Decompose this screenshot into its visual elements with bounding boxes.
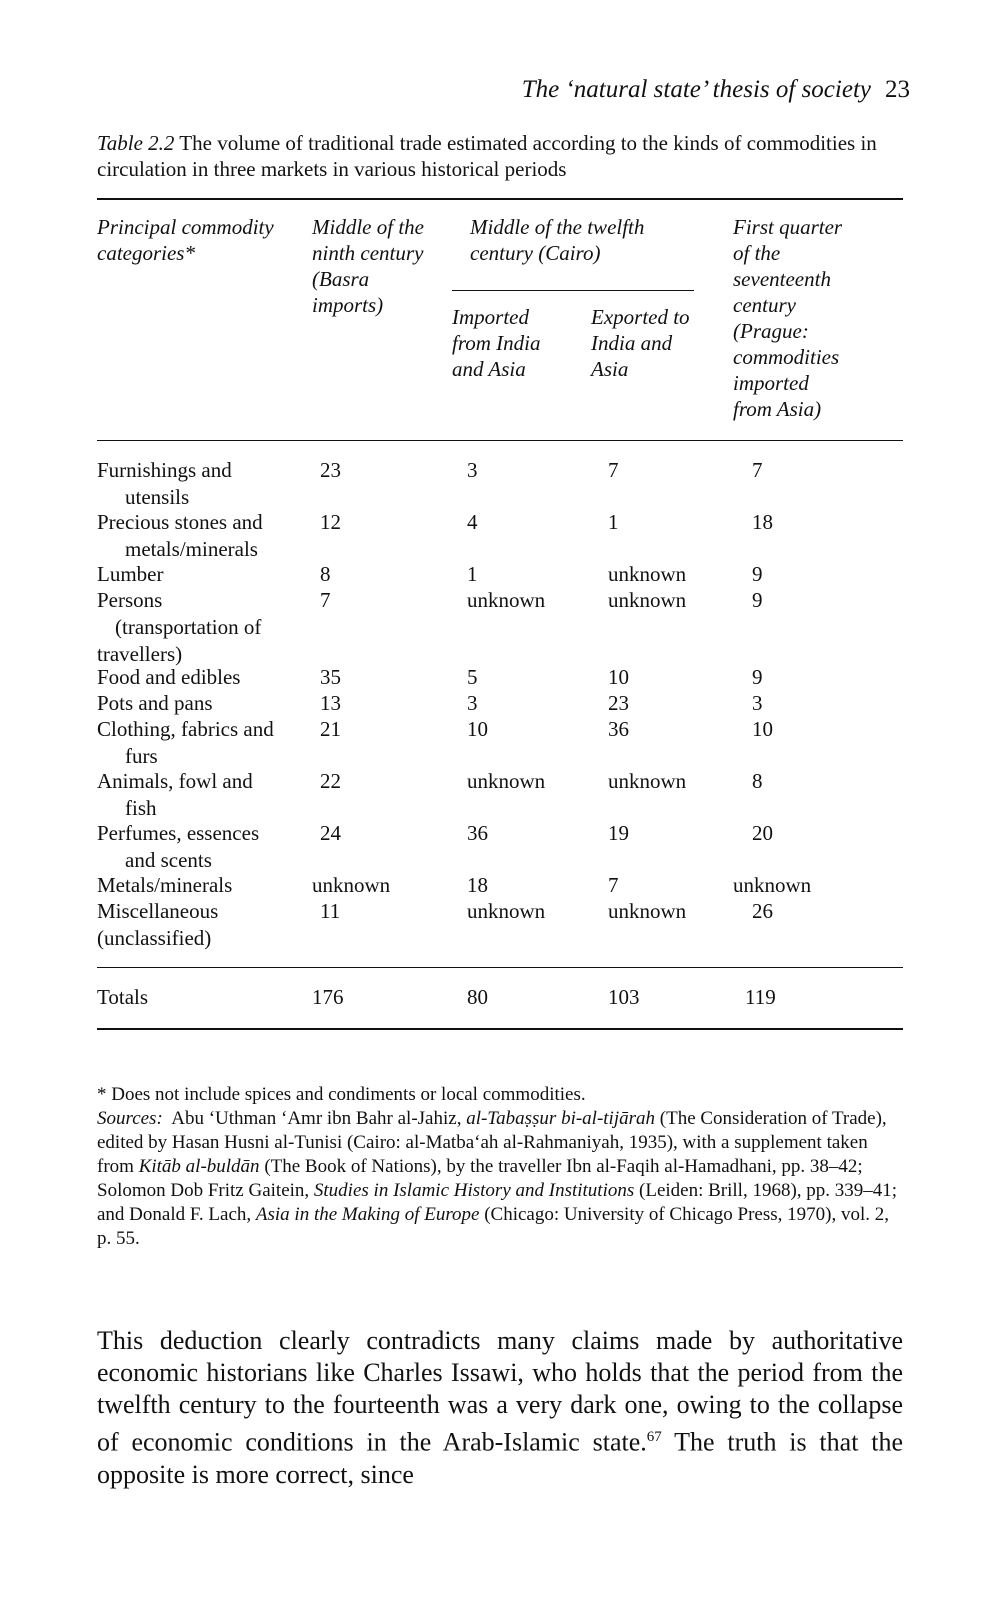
- running-head-title: The ‘natural state’ thesis of society: [521, 76, 871, 103]
- table-header-rule: [97, 440, 903, 441]
- row-category: Pots and pans: [97, 691, 213, 715]
- row-category: Perfumes, essences and scents: [97, 821, 260, 872]
- cell-ninth: 12: [320, 510, 341, 534]
- footnote: * Does not include spices and condiments or local commodities.: [97, 1084, 586, 1105]
- cell-imported: unknown: [467, 588, 546, 612]
- sources-title: Kitāb al-buldān: [138, 1156, 260, 1177]
- table-notes: [97, 1083, 907, 1251]
- cell-imported: unknown: [467, 769, 546, 793]
- cell-imported: 18: [467, 873, 488, 897]
- sources-title: al-Tabaṣṣur bi-al-tijārah: [466, 1108, 656, 1129]
- cell-exported: 7: [608, 873, 619, 897]
- cell-ninth: 23: [320, 458, 341, 482]
- cell-imported: 4: [467, 510, 478, 534]
- cell-exported: 10: [608, 665, 629, 689]
- sources-run: (Leiden: Brill, 1968), pp. 339–41; and Donald F. Lach,: [97, 1180, 898, 1225]
- cell-seventeenth: 9: [752, 588, 763, 612]
- row-category: Animals, fowl and fish: [97, 769, 253, 820]
- row-category: Lumber: [97, 562, 164, 586]
- cell-imported: 36: [467, 821, 488, 845]
- row-category: Clothing, fabrics and furs: [97, 717, 274, 768]
- cell-exported: 23: [608, 691, 629, 715]
- cell-seventeenth: 18: [752, 510, 773, 534]
- cell-seventeenth: 9: [752, 562, 763, 586]
- cell-exported: 36: [608, 717, 629, 741]
- total-exported: 103: [608, 985, 640, 1009]
- table-body-rule: [97, 967, 903, 968]
- cell-exported: 1: [608, 510, 619, 534]
- cell-ninth: 24: [320, 821, 341, 845]
- cell-imported: unknown: [467, 899, 546, 923]
- cell-imported: 5: [467, 665, 478, 689]
- cell-exported: 19: [608, 821, 629, 845]
- cell-imported: 1: [467, 562, 478, 586]
- row-category: Metals/minerals: [97, 873, 233, 897]
- group-header-rule: [452, 290, 694, 291]
- cell-ninth: 13: [320, 691, 341, 715]
- sources-run: (Chicago: University of Chicago Press, 1970), vol. 2, p. 55.: [97, 1204, 889, 1249]
- header-exported: Exported to India and Asia: [591, 305, 690, 381]
- cell-ninth: 7: [320, 588, 331, 612]
- header-seventeenth-century: First quarter of the seventeenth century (Prague: commodities imported from Asia): [733, 215, 843, 421]
- cell-exported: unknown: [608, 588, 687, 612]
- totals-label: Totals: [97, 985, 149, 1009]
- table-bottom-rule: [97, 1028, 903, 1030]
- cell-seventeenth: 8: [752, 769, 763, 793]
- table-caption-text: The volume of traditional trade estimated according to the kinds of commodities in circulation in three markets in various historical periods: [97, 131, 877, 181]
- footnote-ref: 67: [646, 1429, 662, 1445]
- cell-imported: 10: [467, 717, 488, 741]
- table-top-rule: [97, 198, 903, 200]
- cell-seventeenth: 10: [752, 717, 773, 741]
- cell-imported: 3: [467, 458, 478, 482]
- row-category: Precious stones and metals/minerals: [97, 510, 263, 561]
- row-category: Furnishings and utensils: [97, 458, 232, 509]
- cell-ninth: 8: [320, 562, 331, 586]
- cell-ninth: 21: [320, 717, 341, 741]
- cell-ninth: 22: [320, 769, 341, 793]
- sources-label: Sources:: [97, 1108, 163, 1129]
- row-category: Persons (transportation of travellers): [97, 588, 262, 666]
- sources-run: (The Book of Nations), by the traveller Ibn al-Faqih al-Hamadhani, pp. 38–42; Solomon Dob Fritz Gaitein,: [97, 1156, 863, 1201]
- header-category: Principal commodity categories*: [97, 215, 274, 265]
- body-paragraph: This deduction clearly contradicts many claims made by authoritative economic historians like Charles Issawi, who holds that the period from the twelfth century to the fourteenth was a very dark one, owing to the collapse of economic conditions in the Arab-Islamic state.$^{67}$ The truth is that the opposite is more correct, since: [97, 1326, 903, 1489]
- cell-exported: unknown: [608, 899, 687, 923]
- total-seventeenth: 119: [745, 985, 776, 1009]
- table-label: Table 2.2: [97, 131, 175, 155]
- sources-text: [97, 1108, 897, 1249]
- cell-ninth: 11: [320, 899, 341, 923]
- cell-seventeenth: 7: [752, 458, 763, 482]
- cell-seventeenth: 3: [752, 691, 763, 715]
- sources-run: Abu ‘Uthman ‘Amr ibn Bahr al-Jahiz,: [171, 1108, 467, 1129]
- table-caption: [97, 130, 897, 182]
- cell-exported: 7: [608, 458, 619, 482]
- cell-seventeenth: 9: [752, 665, 763, 689]
- sources-title: Asia in the Making of Europe: [255, 1204, 480, 1225]
- running-head: [450, 76, 910, 106]
- page-number: 23: [885, 76, 910, 103]
- row-category: Miscellaneous (unclassified): [97, 899, 219, 950]
- cell-exported: unknown: [608, 769, 687, 793]
- row-category: Food and edibles: [97, 665, 241, 689]
- cell-seventeenth: 26: [752, 899, 773, 923]
- cell-ninth: 35: [320, 665, 341, 689]
- total-ninth: 176: [312, 985, 344, 1009]
- total-imported: 80: [467, 985, 488, 1009]
- cell-exported: unknown: [608, 562, 687, 586]
- cell-imported: 3: [467, 691, 478, 715]
- cell-ninth: unknown: [312, 873, 391, 897]
- sources-title: Studies in Islamic History and Institutions: [313, 1180, 635, 1201]
- sources: [97, 1107, 907, 1251]
- cell-seventeenth: unknown: [733, 873, 812, 897]
- header-twelfth-century-group: Middle of the twelfth century (Cairo): [470, 215, 645, 265]
- cell-seventeenth: 20: [752, 821, 773, 845]
- header-imported: Imported from India and Asia: [452, 305, 541, 381]
- sources-run: (The Consideration of Trade), edited by Hasan Husni al-Tunisi (Cairo: al-Matba‘ah al-Rahmaniyah, 1935), with a supplement taken from: [97, 1108, 887, 1177]
- header-ninth-century: Middle of the ninth century (Basra imports): [312, 215, 424, 317]
